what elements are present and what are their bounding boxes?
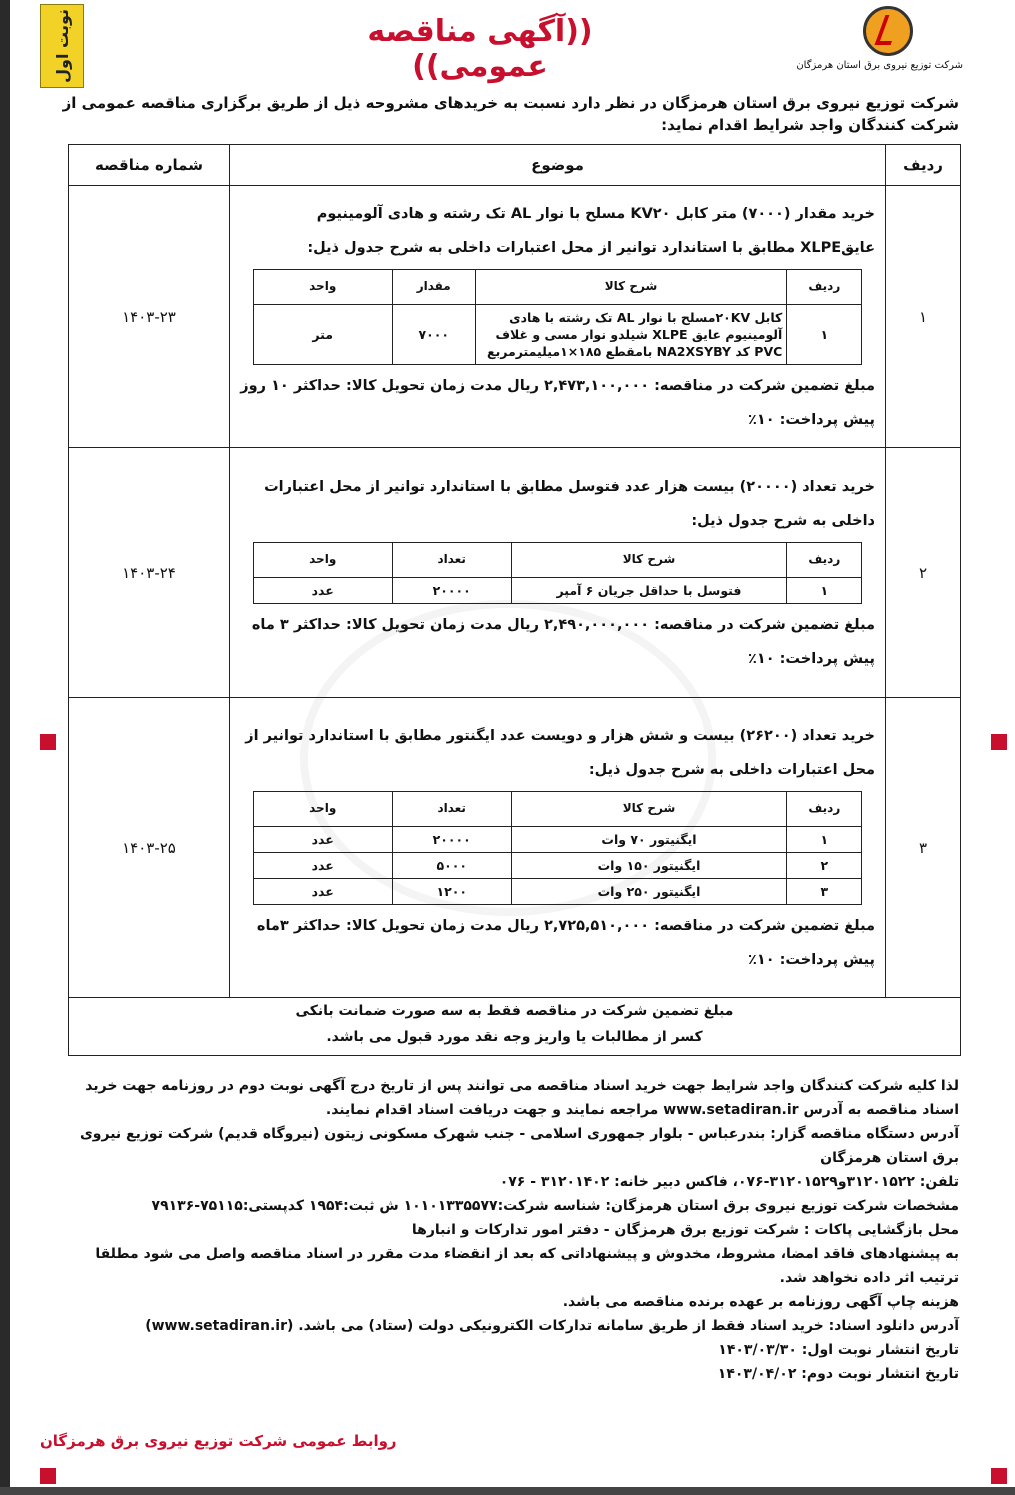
page-title: ((آگهی مناقصه عمومی)) — [367, 14, 593, 84]
tender-table — [68, 144, 961, 998]
item-index: ۱ — [787, 826, 862, 852]
table-row — [69, 186, 961, 448]
guarantee-text: مبلغ تضمین شرکت در مناقصه: ۲,۷۲۵,۵۱۰,۰۰۰ ریال مدت زمان تحویل کالا: حداکثر ۳ماه پیش پرداخت: ۱۰٪ — [256, 917, 875, 968]
inner-header-qty: تعداد — [392, 791, 511, 826]
item-desc: ایگنیتور ۷۰ وات — [511, 826, 787, 852]
public-relations-signature: روابط عمومی شرکت توزیع نیروی برق هرمزگان — [40, 1432, 397, 1450]
item-row — [253, 878, 862, 904]
row-subject — [230, 186, 886, 448]
row-index: ۲ — [886, 448, 961, 698]
item-unit: عدد — [253, 878, 392, 904]
bank-guarantee-note — [68, 994, 961, 1056]
tender-number: ۱۴۰۳-۲۳ — [69, 186, 230, 448]
item-row — [253, 826, 862, 852]
inner-header-row: ردیف — [787, 542, 862, 577]
inner-header-desc: شرح کالا — [511, 791, 787, 826]
registration-mark-icon — [40, 1468, 56, 1484]
first-publication-tab: نوبت اول — [40, 4, 84, 88]
table-row — [69, 698, 961, 998]
item-unit: عدد — [253, 852, 392, 878]
inner-header-row: ردیف — [787, 269, 862, 304]
intro-text: شرکت توزیع نیروی برق استان هرمزگان در نظر دارد نسبت به خریدهای مشروحه ذیل از طریق برگزاری مناقصه عمومی از شرکت کنندگان واجد شرایط اقدام نماید: — [62, 94, 959, 134]
items-table — [253, 542, 863, 604]
item-unit: عدد — [253, 577, 392, 603]
row-subject — [230, 448, 886, 698]
paragraph-invalid-bids: به پیشنهادهای فاقد امضا، مشروط، مخدوش و پیشنهاداتی که بعد از انقضاء مدت مقرر در اسناد مناقصه واصل می شود مطلقا ترتیب اثر داده نخواهد شد. — [95, 1246, 959, 1286]
item-unit: متر — [253, 304, 392, 364]
paragraph-company-info: مشخصات شرکت توزیع نیروی برق استان هرمزگان: شناسه شرکت:۱۰۱۰۱۳۳۵۵۷۷ ش ثبت:۱۹۵۴ کدپستی:۷۵۱۱۵-۷۹۱۳۶ — [151, 1198, 959, 1214]
paragraph-opening-place: محل بازگشایی پاکات : شرکت توزیع برق هرمزگان - دفتر امور تدارکات و انبارها — [411, 1222, 959, 1238]
registration-mark-icon — [991, 734, 1007, 750]
registration-mark-icon — [40, 734, 56, 750]
bank-note-line-1: مبلغ تضمین شرکت در مناقصه فقط به سه صورت ضمانت بانکی — [295, 1003, 734, 1019]
subject-text: خرید تعداد (۲۰۰۰۰) بیست هزار عدد فتوسل مطابق با استاندارد توانیر از محل اعتبارات داخلی به شرح جدول ذیل: — [264, 478, 875, 529]
scan-edge-bottom — [0, 1487, 1015, 1495]
registration-mark-icon — [991, 1468, 1007, 1484]
item-desc: ایگنیتور ۱۵۰ وات — [511, 852, 787, 878]
inner-header-desc: شرح کالا — [475, 269, 787, 304]
guarantee-text: مبلغ تضمین شرکت در مناقصه: ۲,۴۷۳,۱۰۰,۰۰۰ ریال مدت زمان تحویل کالا: حداکثر ۱۰ روز پیش پرداخت: ۱۰٪ — [240, 377, 875, 428]
inner-header-qty: تعداد — [392, 542, 511, 577]
header-subject: موضوع — [230, 145, 886, 186]
item-desc: فتوسل با حداقل جریان ۶ آمپر — [511, 577, 787, 603]
row-index: ۱ — [886, 186, 961, 448]
item-qty: ۲۰۰۰۰ — [392, 826, 511, 852]
conditions-text — [59, 1074, 959, 1386]
paragraph-download: آدرس دانلود اسناد: خرید اسناد فقط از طریق سامانه تدارکات الکترونیکی دولت (ستاد) می باشد. (www.setadiran.ir) — [145, 1318, 959, 1334]
item-row — [253, 852, 862, 878]
row-subject — [230, 698, 886, 998]
item-index: ۳ — [787, 878, 862, 904]
paragraph-phone: تلفن: ۳۱۲۰۱۵۲۲و۳۱۲۰۱۵۲۹-۰۷۶، فاکس دبیر خانه: ۳۱۲۰۱۴۰۲ - ۰۷۶ — [499, 1174, 959, 1190]
inner-header-row: ردیف — [787, 791, 862, 826]
items-table — [253, 269, 863, 365]
lightning-logo-icon — [863, 6, 913, 56]
header-number: شماره مناقصه — [69, 145, 230, 186]
item-row — [253, 577, 862, 603]
item-index: ۱ — [787, 304, 862, 364]
subject-text: خرید مقدار (۷۰۰۰) متر کابل KV۲۰ مسلح با نوار AL تک رشته و هادی آلومینیوم عایقXLPE مطابق با استاندارد توانیر از محل اعتبارات داخلی به شرح جدول ذیل: — [307, 205, 875, 256]
paragraph-purchase: لذا کلیه شرکت کنندگان واجد شرایط جهت خرید اسناد مناقصه می توانند پس از تاریخ درج آگهی نوبت دوم در روزنامه جهت خرید اسناد مناقصه به آدرس www.setadiran.ir مراجعه نمایند و جهت دریافت اسناد اقدام نمایند. — [85, 1078, 959, 1118]
header-row: ردیف — [886, 145, 961, 186]
row-index: ۳ — [886, 698, 961, 998]
table-row — [69, 448, 961, 698]
scan-edge — [0, 0, 10, 1495]
item-index: ۲ — [787, 852, 862, 878]
paragraph-date-second: تاریخ انتشار نوبت دوم: ۱۴۰۳/۰۴/۰۲ — [717, 1366, 959, 1382]
tender-number: ۱۴۰۳-۲۵ — [69, 698, 230, 998]
items-table — [253, 791, 863, 905]
inner-header-qty: مقدار — [392, 269, 475, 304]
item-index: ۱ — [787, 577, 862, 603]
inner-header-desc: شرح کالا — [511, 542, 787, 577]
bank-note-line-2: کسر از مطالبات یا واریز وجه نقد مورد قبول می باشد. — [326, 1029, 703, 1045]
item-desc: کابل ۲۰KVمسلح با نوار AL تک رشته با هادی آلومینیوم عایق XLPE شیلدو نوار مسی و غلاف PVC کد NA2XSYBY بامقطع ۱۸۵×۱میلیمترمربع — [475, 304, 787, 364]
item-qty: ۱۲۰۰ — [392, 878, 511, 904]
paragraph-address: آدرس دستگاه مناقصه گزار: بندرعباس - بلوار جمهوری اسلامی - جنب شهرک مسکونی زیتون (نیروگاه قدیم) شرکت توزیع نیروی برق استان هرمزگان — [79, 1126, 959, 1166]
paragraph-date-first: تاریخ انتشار نوبت اول: ۱۴۰۳/۰۳/۳۰ — [718, 1342, 959, 1358]
table-header-row — [69, 145, 961, 186]
inner-header-unit: واحد — [253, 542, 392, 577]
company-logo — [796, 6, 963, 86]
item-qty: ۷۰۰۰ — [392, 304, 475, 364]
item-unit: عدد — [253, 826, 392, 852]
guarantee-text: مبلغ تضمین شرکت در مناقصه: ۲,۴۹۰,۰۰۰,۰۰۰ ریال مدت زمان تحویل کالا: حداکثر ۳ ماه پیش پرداخت: ۱۰٪ — [251, 616, 875, 667]
item-desc: ایگنیتور ۲۵۰ وات — [511, 878, 787, 904]
inner-header-unit: واحد — [253, 269, 392, 304]
item-row — [253, 304, 862, 364]
paragraph-ad-cost: هزینه چاپ آگهی روزنامه بر عهده برنده مناقصه می باشد. — [562, 1294, 959, 1310]
subject-text: خرید تعداد (۲۶۲۰۰) بیست و شش هزار و دویست عدد ایگنتور مطابق با استاندارد توانیر از محل اعتبارات داخلی به شرح جدول ذیل: — [245, 727, 875, 778]
item-qty: ۲۰۰۰۰ — [392, 577, 511, 603]
logo-caption: شرکت توزیع نیروی برق استان هرمزگان — [796, 60, 963, 71]
tender-number: ۱۴۰۳-۲۴ — [69, 448, 230, 698]
inner-header-unit: واحد — [253, 791, 392, 826]
item-qty: ۵۰۰۰ — [392, 852, 511, 878]
